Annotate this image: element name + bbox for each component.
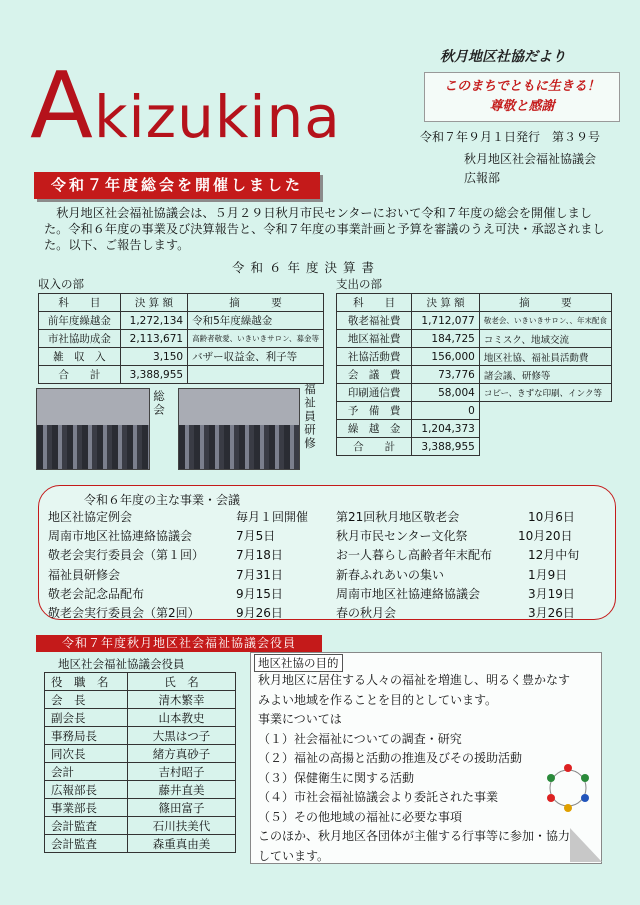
officer-name: 緒方真砂子	[128, 745, 236, 763]
expense-amount: 73,776	[412, 366, 480, 384]
table-row	[45, 709, 236, 727]
table-row	[39, 366, 324, 384]
table-row	[337, 384, 612, 402]
expense-item: 地区福祉費	[337, 330, 412, 348]
table-header-row	[337, 294, 612, 312]
expense-amount: 1,712,077	[412, 312, 480, 330]
list-item: （５）その他地域の福祉に必要な事項	[258, 809, 463, 824]
table-header-row	[39, 294, 324, 312]
assembly-photo	[36, 388, 150, 470]
slogan-line-1: このまちでともに生きる！	[444, 79, 600, 94]
income-amount: 3,150	[120, 348, 187, 366]
event-date: 10月20日	[518, 529, 573, 544]
table-row	[45, 817, 236, 835]
officer-role: 広報部長	[45, 781, 128, 799]
assembly-caption: 総会	[152, 390, 166, 417]
income-item: 雑 収 入	[39, 348, 121, 366]
expense-total-label: 合 計	[337, 438, 412, 456]
slogan-line-2: 尊敬と感謝	[489, 99, 555, 114]
list-item	[48, 566, 338, 585]
table-row	[39, 312, 324, 330]
event-name: 秋月市民センター文化祭	[336, 529, 468, 544]
officer-name: 藤井直美	[128, 781, 236, 799]
expense-item: 予 備 費	[337, 402, 412, 420]
article-body: 秋月地区社会福祉協議会は、５月２９日秋月市民センターにおいて令和７年度の総会を開催しました。令和６年度の事業及び決算報告と、令和７年度の事業計画と予算を審議のうえ可決・承認されました。以下、ご報告します。	[44, 206, 605, 252]
table-row	[39, 348, 324, 366]
officer-name: 石川扶美代	[128, 817, 236, 835]
income-total: 3,388,955	[120, 366, 187, 384]
table-row	[337, 402, 612, 420]
expense-summary	[479, 420, 611, 438]
header-amount: 決 算 額	[120, 294, 187, 312]
income-amount: 2,113,671	[120, 330, 187, 348]
event-date: 9月15日	[236, 586, 283, 601]
expense-item: 社協活動費	[337, 348, 412, 366]
officer-role: 会計監査	[45, 817, 128, 835]
officer-name: 篠田富子	[128, 799, 236, 817]
header-item: 科 目	[39, 294, 121, 312]
list-item	[336, 585, 606, 604]
header-name: 氏 名	[128, 673, 236, 691]
list-item	[336, 604, 606, 623]
header-summary: 摘 要	[188, 294, 324, 312]
officers-table	[44, 672, 236, 853]
event-date: 毎月１回開催	[236, 510, 309, 524]
publisher-line-2: 広報部	[464, 171, 501, 185]
event-date: 3月19日	[528, 586, 575, 601]
issue-info: 令和７年９月１日発行 第３９号	[420, 130, 601, 144]
events-title: 令和６年度の主な事業・会議	[84, 493, 241, 507]
table-row	[45, 691, 236, 709]
list-item	[48, 527, 338, 546]
table-row	[45, 799, 236, 817]
expense-item: 繰 越 金	[337, 420, 412, 438]
expense-amount: 1,204,373	[412, 420, 480, 438]
events-right-column	[336, 508, 606, 623]
list-item	[48, 604, 338, 623]
table-row	[45, 745, 236, 763]
table-row	[337, 312, 612, 330]
event-date: 12月中旬	[528, 548, 580, 563]
people-circle-icon	[540, 760, 596, 816]
income-summary: 令和5年度繰越金	[188, 312, 324, 330]
table-row	[45, 781, 236, 799]
table-header-row	[45, 673, 236, 691]
event-date: 9月26日	[236, 606, 283, 621]
page-fold-decoration	[570, 828, 602, 862]
logo-initial: A	[30, 52, 94, 159]
officer-role: 事業部長	[45, 799, 128, 817]
list-item: （３）保健衛生に関する活動	[258, 770, 415, 785]
expense-item: 印刷通信費	[337, 384, 412, 402]
officer-role: 会 長	[45, 691, 128, 709]
officer-name: 吉村昭子	[128, 763, 236, 781]
purpose-statement: 秋月地区に居住する人々の福祉を増進し、明るく豊かなすみよい地域を作ることを目的としています。	[258, 673, 571, 707]
expense-amount: 0	[412, 402, 480, 420]
training-caption: 福祉員研修	[303, 383, 317, 451]
purpose-text	[258, 671, 578, 866]
newsletter-logo	[30, 52, 341, 159]
expense-table	[336, 293, 612, 456]
event-date: 7月18日	[236, 548, 283, 563]
expense-amount: 58,004	[412, 384, 480, 402]
officer-name: 大黒はつ子	[128, 727, 236, 745]
event-date: 10月6日	[528, 510, 575, 524]
event-name: 敬老会記念品配布	[48, 586, 145, 601]
officer-role: 会計監査	[45, 835, 128, 853]
officer-role: 事務局長	[45, 727, 128, 745]
expense-label: 支出の部	[336, 277, 382, 291]
expense-summary	[479, 402, 611, 420]
table-row	[337, 420, 612, 438]
officer-name: 森重真由美	[128, 835, 236, 853]
list-item	[48, 508, 338, 527]
table-row	[337, 348, 612, 366]
income-summary: 高齢者敬愛、いきいきサロン、募金等	[188, 330, 324, 348]
expense-summary: 地区社協、福祉員活動費	[479, 348, 611, 366]
expense-summary: 諸会議、研修等	[479, 366, 611, 384]
publisher	[464, 150, 596, 188]
income-item: 前年度繰越金	[39, 312, 121, 330]
list-item: （２）福祉の高揚と活動の推進及びその援助活動	[258, 751, 523, 765]
officer-role: 副会長	[45, 709, 128, 727]
event-name: 地区社協定例会	[48, 510, 133, 524]
event-name: お一人暮らし高齢者年末配布	[336, 548, 493, 563]
financial-title: 令和６年度決算書	[232, 260, 381, 275]
event-name: 周南市地区社協連絡協議会	[336, 586, 481, 601]
table-row	[45, 763, 236, 781]
list-item	[48, 546, 338, 565]
header-amount: 決 算 額	[412, 294, 480, 312]
expense-item: 敬老福祉費	[337, 312, 412, 330]
expense-summary: コミスク、地域交流	[479, 330, 611, 348]
officer-role: 同次長	[45, 745, 128, 763]
events-left-column	[48, 508, 338, 623]
income-summary: バザー収益金、利子等	[188, 348, 324, 366]
list-item	[336, 546, 606, 565]
event-date: 7月31日	[236, 567, 283, 582]
logo-rest: kizukina	[93, 83, 341, 151]
income-table	[38, 293, 324, 384]
event-name: 春の秋月会	[336, 606, 397, 621]
table-row	[39, 330, 324, 348]
expense-amount: 184,725	[412, 330, 480, 348]
table-row	[337, 438, 612, 456]
list-item: （１）社会福祉についての調査・研究	[258, 731, 462, 746]
officer-name: 清木繁幸	[128, 691, 236, 709]
expense-total: 3,388,955	[412, 438, 480, 456]
income-total-label: 合 計	[39, 366, 121, 384]
table-row	[337, 366, 612, 384]
list-item	[48, 585, 338, 604]
newsletter-name: 秋月地区社協だより	[440, 49, 566, 65]
officers-subtitle: 地区社会福祉協議会役員	[58, 657, 185, 671]
event-date: 1月9日	[528, 567, 568, 582]
table-row	[45, 727, 236, 745]
event-date: 7月5日	[236, 529, 276, 544]
expense-summary: コピー、きずな印刷、インク等	[479, 384, 611, 402]
purpose-tab: 地区社協の目的	[254, 654, 343, 672]
expense-summary: 敬老会、いきいきサロン、、年末配食	[479, 312, 611, 330]
list-item	[336, 508, 606, 527]
list-item: （４）市社会福祉協議会より委託された事業	[258, 790, 499, 804]
list-item	[336, 527, 606, 546]
list-item	[336, 566, 606, 585]
income-amount: 1,272,134	[120, 312, 187, 330]
purpose-projects-intro: 事業については	[258, 712, 342, 726]
event-name: 福祉員研修会	[48, 567, 121, 582]
expense-amount: 156,000	[412, 348, 480, 366]
event-name: 新春ふれあいの集い	[336, 567, 445, 582]
table-row	[337, 330, 612, 348]
header-role: 役 職 名	[45, 673, 128, 691]
event-name: 敬老会実行委員会（第2回）	[48, 606, 200, 621]
slogan-box	[424, 72, 620, 122]
income-item: 市社協助成金	[39, 330, 121, 348]
article-headline: 令和７年度総会を開催しました	[34, 172, 320, 199]
header-item: 科 目	[337, 294, 412, 312]
event-date: 3月26日	[528, 606, 575, 621]
officer-name: 山本教史	[128, 709, 236, 727]
officers-banner: 令和７年度秋月地区社会福祉協議会役員	[36, 635, 322, 652]
officer-role: 会計	[45, 763, 128, 781]
income-label: 収入の部	[38, 277, 84, 291]
income-summary	[188, 366, 324, 384]
table-row	[45, 835, 236, 853]
header-summary: 摘 要	[479, 294, 611, 312]
publisher-line-1: 秋月地区社会福祉協議会	[464, 152, 597, 166]
training-photo	[178, 388, 300, 470]
event-name: 第21回秋月地区敬老会	[336, 510, 460, 524]
event-name: 敬老会実行委員会（第１回）	[48, 548, 205, 563]
expense-item: 会 議 費	[337, 366, 412, 384]
purpose-closing: このほか、秋月地区各団体が主催する行事等に参加・協力しています。	[258, 829, 571, 863]
event-name: 周南市地区社協連絡協議会	[48, 529, 193, 544]
expense-summary	[479, 438, 611, 456]
